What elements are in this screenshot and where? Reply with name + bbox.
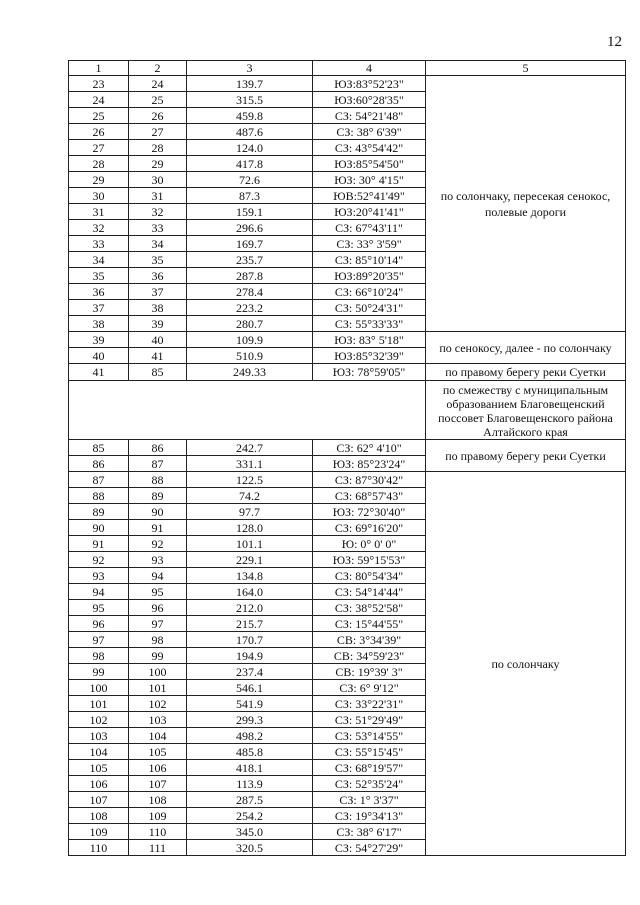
column-header: 2 (129, 61, 187, 76)
distance-cell: 510.9 (187, 348, 313, 364)
distance-cell: 128.0 (187, 520, 313, 536)
point-from-cell: 103 (69, 728, 129, 744)
point-from-cell: 23 (69, 76, 129, 92)
point-to-cell: 106 (129, 760, 187, 776)
column-header: 1 (69, 61, 129, 76)
empty-span-cell (69, 381, 426, 440)
table-row (69, 440, 626, 456)
column-header: 3 (187, 61, 313, 76)
distance-cell: 229.1 (187, 552, 313, 568)
bearing-cell: СЗ: 6° 9'12" (313, 680, 426, 696)
point-from-cell: 41 (69, 364, 129, 381)
point-from-cell: 34 (69, 252, 129, 268)
distance-cell: 169.7 (187, 236, 313, 252)
point-from-cell: 100 (69, 680, 129, 696)
point-from-cell: 85 (69, 440, 129, 456)
bearing-cell: СВ: 34°59'23" (313, 648, 426, 664)
point-to-cell: 94 (129, 568, 187, 584)
point-to-cell: 85 (129, 364, 187, 381)
page-number: 12 (607, 34, 622, 50)
point-from-cell: 37 (69, 300, 129, 316)
point-to-cell: 25 (129, 92, 187, 108)
point-from-cell: 98 (69, 648, 129, 664)
bearing-cell: СЗ: 51°29'49" (313, 712, 426, 728)
point-to-cell: 38 (129, 300, 187, 316)
point-to-cell: 93 (129, 552, 187, 568)
point-to-cell: 96 (129, 600, 187, 616)
distance-cell: 124.0 (187, 140, 313, 156)
bearing-cell: ЮЗ:85°54'50" (313, 156, 426, 172)
point-from-cell: 97 (69, 632, 129, 648)
distance-cell: 170.7 (187, 632, 313, 648)
point-from-cell: 25 (69, 108, 129, 124)
point-to-cell: 31 (129, 188, 187, 204)
bearing-cell: СЗ: 33° 3'59" (313, 236, 426, 252)
point-from-cell: 109 (69, 824, 129, 840)
point-to-cell: 111 (129, 840, 187, 856)
point-from-cell: 99 (69, 664, 129, 680)
table-row (69, 364, 626, 381)
distance-cell: 315.5 (187, 92, 313, 108)
bearing-cell: ЮЗ:20°41'41" (313, 204, 426, 220)
point-to-cell: 40 (129, 332, 187, 348)
point-to-cell: 97 (129, 616, 187, 632)
bearing-cell: СЗ: 1° 3'37" (313, 792, 426, 808)
point-to-cell: 101 (129, 680, 187, 696)
point-to-cell: 39 (129, 316, 187, 332)
distance-cell: 223.2 (187, 300, 313, 316)
bearing-cell: СЗ: 53°14'55" (313, 728, 426, 744)
point-from-cell: 26 (69, 124, 129, 140)
point-to-cell: 95 (129, 584, 187, 600)
bearing-cell: ЮЗ: 59°15'53" (313, 552, 426, 568)
point-to-cell: 109 (129, 808, 187, 824)
point-to-cell: 87 (129, 456, 187, 472)
bearing-cell: Ю: 0° 0' 0" (313, 536, 426, 552)
distance-cell: 278.4 (187, 284, 313, 300)
bearing-cell: СВ: 3°34'39" (313, 632, 426, 648)
point-to-cell: 89 (129, 488, 187, 504)
distance-cell: 320.5 (187, 840, 313, 856)
bearing-cell: СЗ: 85°10'14" (313, 252, 426, 268)
description-cell: по солончаку (426, 472, 626, 856)
distance-cell: 134.8 (187, 568, 313, 584)
distance-cell: 237.4 (187, 664, 313, 680)
distance-cell: 159.1 (187, 204, 313, 220)
point-from-cell: 29 (69, 172, 129, 188)
bearing-cell: ЮЗ: 83° 5'18" (313, 332, 426, 348)
bearing-cell: СЗ: 38° 6'17" (313, 824, 426, 840)
point-to-cell: 107 (129, 776, 187, 792)
bearing-cell: СЗ: 55°15'45" (313, 744, 426, 760)
description-cell: по смежеству с муниципальным образованием Благовещенский поссовет Благовещенского района Алтайского края (426, 381, 626, 440)
point-from-cell: 107 (69, 792, 129, 808)
point-to-cell: 33 (129, 220, 187, 236)
bearing-cell: СВ: 19°39' 3" (313, 664, 426, 680)
point-from-cell: 110 (69, 840, 129, 856)
distance-cell: 498.2 (187, 728, 313, 744)
distance-cell: 215.7 (187, 616, 313, 632)
distance-cell: 331.1 (187, 456, 313, 472)
point-from-cell: 28 (69, 156, 129, 172)
point-to-cell: 91 (129, 520, 187, 536)
distance-cell: 299.3 (187, 712, 313, 728)
bearing-cell: СЗ: 50°24'31" (313, 300, 426, 316)
point-from-cell: 89 (69, 504, 129, 520)
distance-cell: 254.2 (187, 808, 313, 824)
point-from-cell: 30 (69, 188, 129, 204)
point-to-cell: 35 (129, 252, 187, 268)
point-to-cell: 103 (129, 712, 187, 728)
distance-cell: 541.9 (187, 696, 313, 712)
bearing-cell: СЗ: 52°35'24" (313, 776, 426, 792)
distance-cell: 459.8 (187, 108, 313, 124)
distance-cell: 280.7 (187, 316, 313, 332)
distance-cell: 74.2 (187, 488, 313, 504)
point-to-cell: 105 (129, 744, 187, 760)
point-to-cell: 102 (129, 696, 187, 712)
boundary-table (68, 60, 626, 856)
bearing-cell: СЗ: 66°10'24" (313, 284, 426, 300)
point-to-cell: 104 (129, 728, 187, 744)
table-row (69, 332, 626, 348)
description-cell: по правому берегу реки Суетки (426, 364, 626, 381)
point-to-cell: 98 (129, 632, 187, 648)
point-to-cell: 32 (129, 204, 187, 220)
bearing-cell: СЗ: 54°14'44" (313, 584, 426, 600)
distance-cell: 97.7 (187, 504, 313, 520)
bearing-cell: СЗ: 33°22'31" (313, 696, 426, 712)
bearing-cell: СЗ: 55°33'33" (313, 316, 426, 332)
distance-cell: 101.1 (187, 536, 313, 552)
bearing-cell: СЗ: 69°16'20" (313, 520, 426, 536)
bearing-cell: СЗ: 38° 6'39" (313, 124, 426, 140)
distance-cell: 109.9 (187, 332, 313, 348)
bearing-cell: СЗ: 38°52'58" (313, 600, 426, 616)
point-from-cell: 39 (69, 332, 129, 348)
bearing-cell: СЗ: 15°44'55" (313, 616, 426, 632)
point-to-cell: 41 (129, 348, 187, 364)
distance-cell: 164.0 (187, 584, 313, 600)
point-to-cell: 26 (129, 108, 187, 124)
distance-cell: 418.1 (187, 760, 313, 776)
point-to-cell: 37 (129, 284, 187, 300)
point-to-cell: 27 (129, 124, 187, 140)
point-from-cell: 91 (69, 536, 129, 552)
bearing-cell: ЮЗ: 78°59'05" (313, 364, 426, 381)
distance-cell: 139.7 (187, 76, 313, 92)
bearing-cell: ЮЗ: 72°30'40" (313, 504, 426, 520)
point-to-cell: 92 (129, 536, 187, 552)
point-from-cell: 94 (69, 584, 129, 600)
bearing-cell: СЗ: 43°54'42" (313, 140, 426, 156)
point-from-cell: 92 (69, 552, 129, 568)
point-to-cell: 108 (129, 792, 187, 808)
point-from-cell: 32 (69, 220, 129, 236)
point-to-cell: 29 (129, 156, 187, 172)
description-cell: по сенокосу, далее - по солончаку (426, 332, 626, 364)
distance-cell: 487.6 (187, 124, 313, 140)
point-from-cell: 95 (69, 600, 129, 616)
point-to-cell: 30 (129, 172, 187, 188)
adjacency-row (69, 381, 626, 440)
point-from-cell: 102 (69, 712, 129, 728)
distance-cell: 417.8 (187, 156, 313, 172)
point-from-cell: 35 (69, 268, 129, 284)
point-from-cell: 31 (69, 204, 129, 220)
distance-cell: 87.3 (187, 188, 313, 204)
table-row (69, 76, 626, 92)
point-from-cell: 24 (69, 92, 129, 108)
point-from-cell: 93 (69, 568, 129, 584)
bearing-cell: ЮЗ:60°28'35" (313, 92, 426, 108)
distance-cell: 287.8 (187, 268, 313, 284)
distance-cell: 212.0 (187, 600, 313, 616)
column-header: 5 (426, 61, 626, 76)
distance-cell: 345.0 (187, 824, 313, 840)
point-from-cell: 36 (69, 284, 129, 300)
point-from-cell: 86 (69, 456, 129, 472)
bearing-cell: СЗ: 87°30'42" (313, 472, 426, 488)
bearing-cell: СЗ: 67°43'11" (313, 220, 426, 236)
point-from-cell: 38 (69, 316, 129, 332)
distance-cell: 485.8 (187, 744, 313, 760)
bearing-cell: СЗ: 80°54'34" (313, 568, 426, 584)
point-from-cell: 33 (69, 236, 129, 252)
bearing-cell: ЮЗ: 30° 4'15" (313, 172, 426, 188)
bearing-cell: СЗ: 54°21'48" (313, 108, 426, 124)
bearing-cell: СЗ: 54°27'29" (313, 840, 426, 856)
column-header: 4 (313, 61, 426, 76)
point-to-cell: 34 (129, 236, 187, 252)
table-row (69, 472, 626, 488)
bearing-cell: ЮЗ:89°20'35" (313, 268, 426, 284)
bearing-cell: СЗ: 19°34'13" (313, 808, 426, 824)
point-from-cell: 108 (69, 808, 129, 824)
point-from-cell: 40 (69, 348, 129, 364)
point-to-cell: 86 (129, 440, 187, 456)
distance-cell: 194.9 (187, 648, 313, 664)
distance-cell: 249.33 (187, 364, 313, 381)
distance-cell: 287.5 (187, 792, 313, 808)
bearing-cell: ЮЗ:85°32'39" (313, 348, 426, 364)
point-to-cell: 24 (129, 76, 187, 92)
bearing-cell: СЗ: 62° 4'10" (313, 440, 426, 456)
table-header-row (69, 61, 626, 76)
point-to-cell: 110 (129, 824, 187, 840)
bearing-cell: ЮЗ:83°52'23" (313, 76, 426, 92)
distance-cell: 242.7 (187, 440, 313, 456)
distance-cell: 113.9 (187, 776, 313, 792)
point-from-cell: 104 (69, 744, 129, 760)
point-from-cell: 88 (69, 488, 129, 504)
bearing-cell: ЮВ:52°41'49" (313, 188, 426, 204)
distance-cell: 546.1 (187, 680, 313, 696)
bearing-cell: СЗ: 68°19'57" (313, 760, 426, 776)
point-to-cell: 100 (129, 664, 187, 680)
point-to-cell: 88 (129, 472, 187, 488)
distance-cell: 235.7 (187, 252, 313, 268)
point-from-cell: 101 (69, 696, 129, 712)
bearing-cell: ЮЗ: 85°23'24" (313, 456, 426, 472)
point-from-cell: 106 (69, 776, 129, 792)
description-cell: по правому берегу реки Суетки (426, 440, 626, 472)
description-cell: по солончаку, пересекая сенокос, полевые дороги (426, 76, 626, 332)
point-to-cell: 28 (129, 140, 187, 156)
point-from-cell: 90 (69, 520, 129, 536)
point-from-cell: 87 (69, 472, 129, 488)
point-from-cell: 96 (69, 616, 129, 632)
distance-cell: 122.5 (187, 472, 313, 488)
point-to-cell: 36 (129, 268, 187, 284)
point-from-cell: 27 (69, 140, 129, 156)
distance-cell: 72.6 (187, 172, 313, 188)
point-from-cell: 105 (69, 760, 129, 776)
point-to-cell: 90 (129, 504, 187, 520)
distance-cell: 296.6 (187, 220, 313, 236)
bearing-cell: СЗ: 68°57'43" (313, 488, 426, 504)
point-to-cell: 99 (129, 648, 187, 664)
